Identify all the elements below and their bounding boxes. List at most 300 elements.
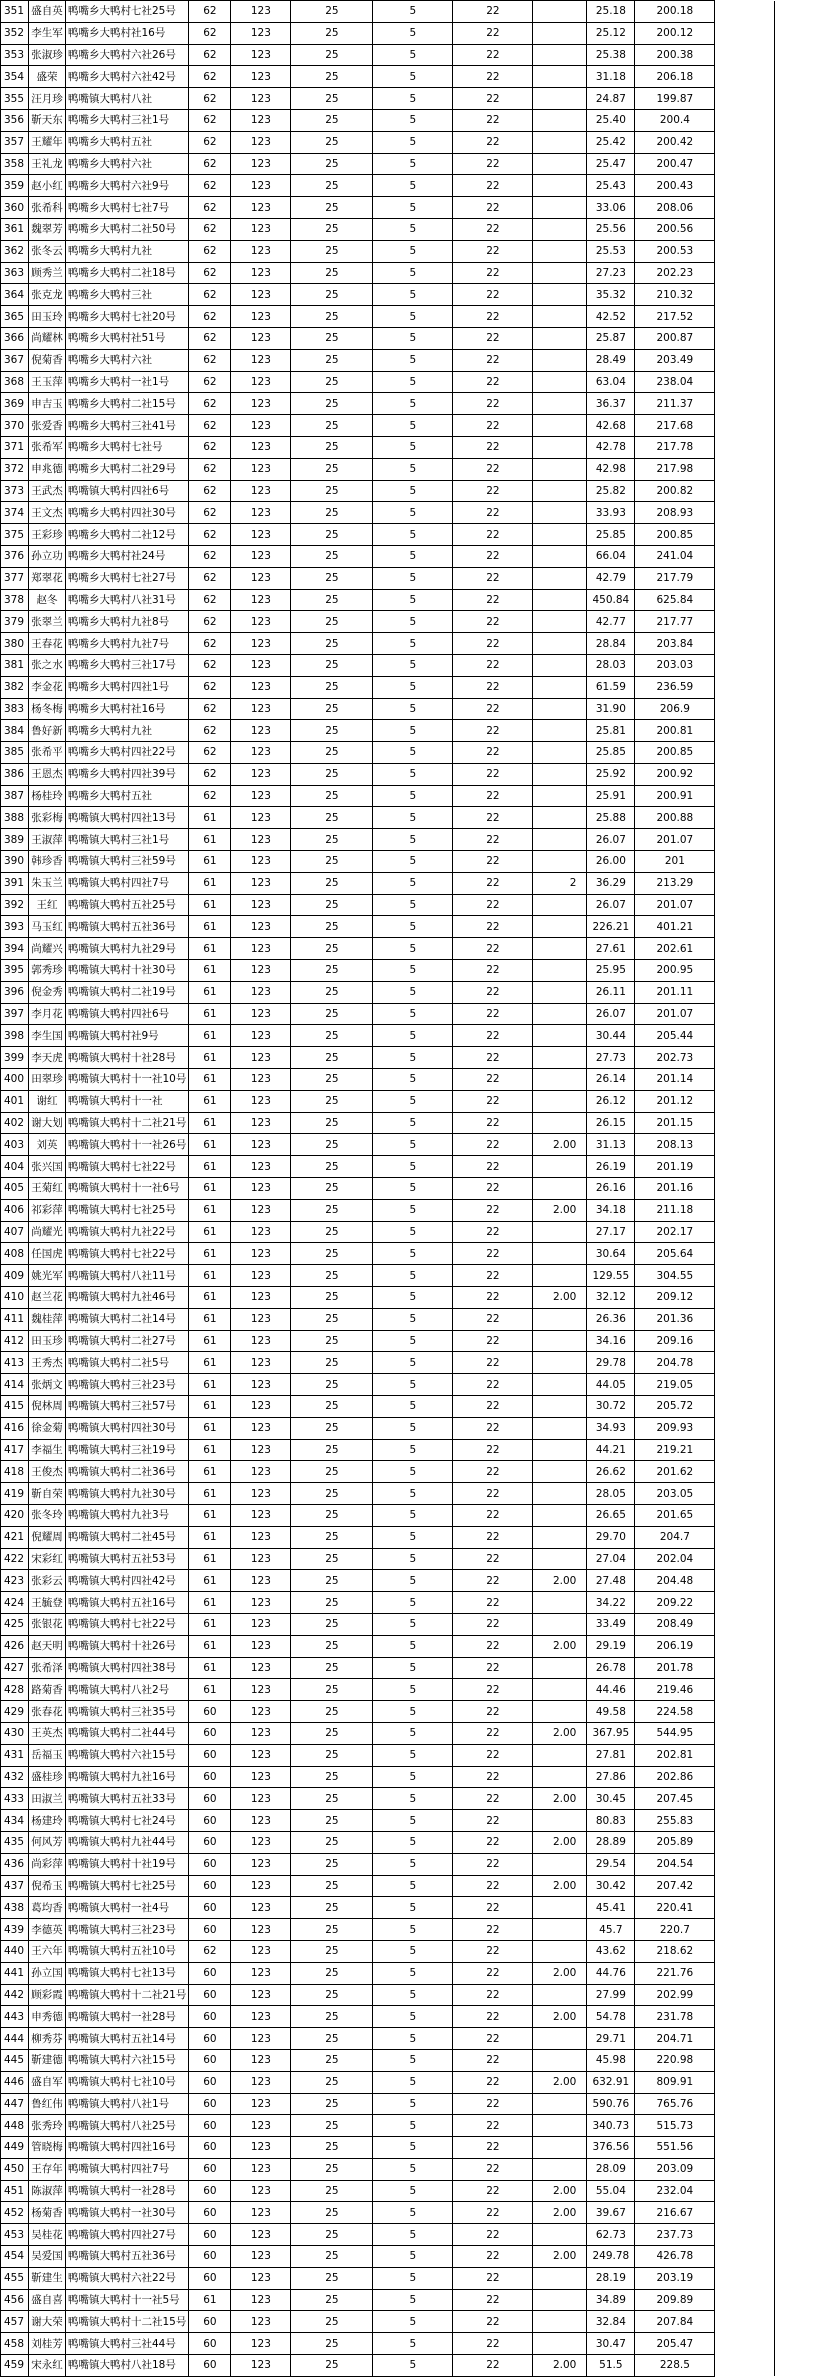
col-d-cell: 61 xyxy=(189,807,231,829)
total-cell: 209.22 xyxy=(635,1592,715,1614)
col-j-cell: 33.06 xyxy=(587,197,635,219)
col-f-cell: 25 xyxy=(291,2180,373,2202)
empty-cell xyxy=(715,1112,775,1134)
row-number-cell: 376 xyxy=(1,545,29,567)
address-cell: 鸭嘴乡大鸭村五社 xyxy=(66,131,189,153)
row-number-cell: 448 xyxy=(1,2115,29,2137)
total-cell: 217.77 xyxy=(635,611,715,633)
col-f-cell: 25 xyxy=(291,1265,373,1287)
col-h-cell: 22 xyxy=(453,1308,533,1330)
col-f-cell: 25 xyxy=(291,2355,373,2377)
col-f-cell: 25 xyxy=(291,1069,373,1091)
col-h-cell: 22 xyxy=(453,1178,533,1200)
table-row xyxy=(1,66,815,88)
col-j-cell: 376.56 xyxy=(587,2137,635,2159)
name-cell: 尚耀光 xyxy=(29,1221,66,1243)
table-row xyxy=(1,502,815,524)
col-e-cell: 123 xyxy=(231,1025,291,1047)
col-d-cell: 61 xyxy=(189,1112,231,1134)
total-cell: 201.65 xyxy=(635,1504,715,1526)
col-e-cell: 123 xyxy=(231,698,291,720)
empty-cell xyxy=(715,2333,775,2355)
total-cell: 219.46 xyxy=(635,1679,715,1701)
col-i-cell xyxy=(533,327,587,349)
total-cell: 204.71 xyxy=(635,2028,715,2050)
col-h-cell: 22 xyxy=(453,1221,533,1243)
address-cell: 鸭嘴镇大鸭村五社25号 xyxy=(66,894,189,916)
col-i-cell xyxy=(533,916,587,938)
col-j-cell: 36.37 xyxy=(587,393,635,415)
col-i-cell xyxy=(533,2333,587,2355)
col-j-cell: 27.73 xyxy=(587,1047,635,1069)
empty-cell xyxy=(715,1003,775,1025)
total-cell: 238.04 xyxy=(635,371,715,393)
col-e-cell: 123 xyxy=(231,218,291,240)
col-j-cell: 26.07 xyxy=(587,829,635,851)
address-cell: 鸭嘴镇大鸭村七社13号 xyxy=(66,1962,189,1984)
col-h-cell: 22 xyxy=(453,1439,533,1461)
col-e-cell: 123 xyxy=(231,1396,291,1418)
col-g-cell: 5 xyxy=(373,349,453,371)
address-cell: 鸭嘴镇大鸭村一社28号 xyxy=(66,2180,189,2202)
total-cell: 201.11 xyxy=(635,981,715,1003)
col-i-cell xyxy=(533,1069,587,1091)
row-number-cell: 402 xyxy=(1,1112,29,1134)
row-number-cell: 457 xyxy=(1,2311,29,2333)
col-h-cell: 22 xyxy=(453,349,533,371)
total-cell: 217.68 xyxy=(635,415,715,437)
empty-cell xyxy=(715,545,775,567)
empty-cell xyxy=(715,131,775,153)
table-row xyxy=(1,327,815,349)
col-h-cell: 22 xyxy=(453,1679,533,1701)
col-d-cell: 61 xyxy=(189,1396,231,1418)
col-f-cell: 25 xyxy=(291,2246,373,2268)
table-row xyxy=(1,1308,815,1330)
col-h-cell: 22 xyxy=(453,1657,533,1679)
col-g-cell: 5 xyxy=(373,2093,453,2115)
total-cell: 200.95 xyxy=(635,960,715,982)
address-cell: 鸭嘴乡大鸭村七社20号 xyxy=(66,306,189,328)
address-cell: 鸭嘴乡大鸭村三社1号 xyxy=(66,109,189,131)
col-g-cell: 5 xyxy=(373,1526,453,1548)
col-j-cell: 34.18 xyxy=(587,1199,635,1221)
col-d-cell: 60 xyxy=(189,1962,231,1984)
col-h-cell: 22 xyxy=(453,545,533,567)
empty-cell xyxy=(715,262,775,284)
total-cell: 765.76 xyxy=(635,2093,715,2115)
empty-cell xyxy=(715,720,775,742)
address-cell: 鸭嘴镇大鸭村九社44号 xyxy=(66,1831,189,1853)
empty-cell xyxy=(715,109,775,131)
col-d-cell: 60 xyxy=(189,2049,231,2071)
col-d-cell: 62 xyxy=(189,763,231,785)
col-h-cell: 22 xyxy=(453,284,533,306)
name-cell: 赵小红 xyxy=(29,175,66,197)
col-g-cell: 5 xyxy=(373,785,453,807)
col-j-cell: 51.5 xyxy=(587,2355,635,2377)
col-j-cell: 42.68 xyxy=(587,415,635,437)
col-i-cell xyxy=(533,88,587,110)
address-cell: 鸭嘴乡大鸭村四社39号 xyxy=(66,763,189,785)
total-cell: 201.14 xyxy=(635,1069,715,1091)
col-h-cell: 22 xyxy=(453,240,533,262)
table-row xyxy=(1,240,815,262)
name-cell: 申秀德 xyxy=(29,2006,66,2028)
empty-cell xyxy=(715,1701,775,1723)
col-g-cell: 5 xyxy=(373,698,453,720)
table-row xyxy=(1,916,815,938)
col-i-cell xyxy=(533,1657,587,1679)
address-cell: 鸭嘴镇大鸭村四社30号 xyxy=(66,1417,189,1439)
total-cell: 202.23 xyxy=(635,262,715,284)
empty-cell xyxy=(715,1679,775,1701)
col-j-cell: 27.17 xyxy=(587,1221,635,1243)
col-d-cell: 60 xyxy=(189,2180,231,2202)
col-h-cell: 22 xyxy=(453,1810,533,1832)
col-g-cell: 5 xyxy=(373,1853,453,1875)
col-i-cell xyxy=(533,109,587,131)
empty-cell xyxy=(715,1287,775,1309)
col-e-cell: 123 xyxy=(231,1940,291,1962)
table-row xyxy=(1,2224,815,2246)
row-number-cell: 427 xyxy=(1,1657,29,1679)
empty-cell xyxy=(715,1788,775,1810)
address-cell: 鸭嘴乡大鸭村二社50号 xyxy=(66,218,189,240)
col-j-cell: 30.64 xyxy=(587,1243,635,1265)
col-j-cell: 26.14 xyxy=(587,1069,635,1091)
col-i-cell xyxy=(533,1417,587,1439)
total-cell: 200.85 xyxy=(635,524,715,546)
row-number-cell: 437 xyxy=(1,1875,29,1897)
col-h-cell: 22 xyxy=(453,131,533,153)
col-i-cell xyxy=(533,22,587,44)
address-cell: 鸭嘴镇大鸭村三社23号 xyxy=(66,1919,189,1941)
empty-cell xyxy=(715,1483,775,1505)
col-i-cell xyxy=(533,1766,587,1788)
col-g-cell: 5 xyxy=(373,1199,453,1221)
col-f-cell: 25 xyxy=(291,1919,373,1941)
table-row xyxy=(1,1374,815,1396)
col-d-cell: 60 xyxy=(189,2267,231,2289)
empty-cell xyxy=(715,153,775,175)
empty-cell xyxy=(715,2028,775,2050)
col-j-cell: 31.18 xyxy=(587,66,635,88)
total-cell: 201.36 xyxy=(635,1308,715,1330)
total-cell: 217.78 xyxy=(635,436,715,458)
total-cell: 204.54 xyxy=(635,1853,715,1875)
address-cell: 鸭嘴乡大鸭村九社 xyxy=(66,720,189,742)
address-cell: 鸭嘴镇大鸭村十一社26号 xyxy=(66,1134,189,1156)
col-d-cell: 60 xyxy=(189,1853,231,1875)
total-cell: 200.91 xyxy=(635,785,715,807)
col-f-cell: 25 xyxy=(291,1221,373,1243)
col-g-cell: 5 xyxy=(373,807,453,829)
table-row xyxy=(1,1069,815,1091)
col-d-cell: 62 xyxy=(189,502,231,524)
row-number-cell: 407 xyxy=(1,1221,29,1243)
col-f-cell: 25 xyxy=(291,851,373,873)
empty-cell xyxy=(715,2049,775,2071)
col-j-cell: 39.67 xyxy=(587,2202,635,2224)
col-d-cell: 61 xyxy=(189,1090,231,1112)
empty-cell xyxy=(715,2093,775,2115)
name-cell: 王礼龙 xyxy=(29,153,66,175)
table-row xyxy=(1,2006,815,2028)
col-j-cell: 45.41 xyxy=(587,1897,635,1919)
col-f-cell: 25 xyxy=(291,1,373,23)
col-i-cell xyxy=(533,633,587,655)
table-row xyxy=(1,1919,815,1941)
col-f-cell: 25 xyxy=(291,1875,373,1897)
col-i-cell xyxy=(533,1330,587,1352)
col-f-cell: 25 xyxy=(291,1461,373,1483)
col-f-cell: 25 xyxy=(291,502,373,524)
col-d-cell: 60 xyxy=(189,1766,231,1788)
name-cell: 田玉珍 xyxy=(29,1330,66,1352)
total-cell: 231.78 xyxy=(635,2006,715,2028)
col-e-cell: 123 xyxy=(231,611,291,633)
col-d-cell: 61 xyxy=(189,960,231,982)
empty-cell xyxy=(715,1766,775,1788)
col-j-cell: 32.12 xyxy=(587,1287,635,1309)
col-d-cell: 60 xyxy=(189,1722,231,1744)
col-i-cell xyxy=(533,1265,587,1287)
address-cell: 鸭嘴镇大鸭村十一社10号 xyxy=(66,1069,189,1091)
name-cell: 何风芳 xyxy=(29,1831,66,1853)
col-g-cell: 5 xyxy=(373,1875,453,1897)
col-i-cell xyxy=(533,938,587,960)
col-g-cell: 5 xyxy=(373,1984,453,2006)
empty-cell xyxy=(715,436,775,458)
total-cell: 211.37 xyxy=(635,393,715,415)
col-d-cell: 61 xyxy=(189,1613,231,1635)
col-g-cell: 5 xyxy=(373,829,453,851)
col-e-cell: 123 xyxy=(231,1352,291,1374)
name-cell: 倪金秀 xyxy=(29,981,66,1003)
col-h-cell: 22 xyxy=(453,763,533,785)
col-j-cell: 34.89 xyxy=(587,2289,635,2311)
col-f-cell: 25 xyxy=(291,1657,373,1679)
col-j-cell: 45.98 xyxy=(587,2049,635,2071)
col-d-cell: 62 xyxy=(189,371,231,393)
col-j-cell: 42.78 xyxy=(587,436,635,458)
col-j-cell: 25.18 xyxy=(587,1,635,23)
empty-cell xyxy=(715,1548,775,1570)
col-f-cell: 25 xyxy=(291,676,373,698)
address-cell: 鸭嘴镇大鸭村二社5号 xyxy=(66,1352,189,1374)
col-g-cell: 5 xyxy=(373,633,453,655)
col-i-cell: 2.00 xyxy=(533,1722,587,1744)
col-e-cell: 123 xyxy=(231,589,291,611)
name-cell: 田淑兰 xyxy=(29,1788,66,1810)
col-i-cell xyxy=(533,1003,587,1025)
table-row xyxy=(1,2267,815,2289)
col-e-cell: 123 xyxy=(231,894,291,916)
row-number-cell: 385 xyxy=(1,742,29,764)
table-row xyxy=(1,2028,815,2050)
col-e-cell: 123 xyxy=(231,1570,291,1592)
table-row xyxy=(1,633,815,655)
col-f-cell: 25 xyxy=(291,262,373,284)
col-h-cell: 22 xyxy=(453,218,533,240)
row-number-cell: 416 xyxy=(1,1417,29,1439)
col-g-cell: 5 xyxy=(373,763,453,785)
col-f-cell: 25 xyxy=(291,1156,373,1178)
col-h-cell: 22 xyxy=(453,502,533,524)
total-cell: 203.03 xyxy=(635,654,715,676)
col-j-cell: 44.76 xyxy=(587,1962,635,1984)
row-number-cell: 357 xyxy=(1,131,29,153)
col-g-cell: 5 xyxy=(373,1897,453,1919)
address-cell: 鸭嘴镇大鸭村五社36号 xyxy=(66,916,189,938)
col-j-cell: 25.43 xyxy=(587,175,635,197)
col-h-cell: 22 xyxy=(453,2028,533,2050)
col-e-cell: 123 xyxy=(231,131,291,153)
col-f-cell: 25 xyxy=(291,2071,373,2093)
total-cell: 200.92 xyxy=(635,763,715,785)
name-cell: 郑翠花 xyxy=(29,567,66,589)
col-i-cell xyxy=(533,698,587,720)
address-cell: 鸭嘴镇大鸭村九社46号 xyxy=(66,1287,189,1309)
table-row xyxy=(1,1287,815,1309)
total-cell: 204.48 xyxy=(635,1570,715,1592)
name-cell: 张彩梅 xyxy=(29,807,66,829)
col-f-cell: 25 xyxy=(291,2137,373,2159)
total-cell: 207.45 xyxy=(635,1788,715,1810)
col-g-cell: 5 xyxy=(373,851,453,873)
address-cell: 鸭嘴乡大鸭村七社号 xyxy=(66,436,189,458)
col-i-cell: 2.00 xyxy=(533,1570,587,1592)
col-i-cell xyxy=(533,894,587,916)
col-i-cell: 2.00 xyxy=(533,1199,587,1221)
col-i-cell xyxy=(533,524,587,546)
col-h-cell: 22 xyxy=(453,938,533,960)
col-d-cell: 60 xyxy=(189,1744,231,1766)
col-d-cell: 61 xyxy=(189,1570,231,1592)
col-g-cell: 5 xyxy=(373,1330,453,1352)
col-f-cell: 25 xyxy=(291,1592,373,1614)
col-g-cell: 5 xyxy=(373,872,453,894)
col-i-cell xyxy=(533,66,587,88)
col-d-cell: 61 xyxy=(189,1134,231,1156)
col-f-cell: 25 xyxy=(291,785,373,807)
empty-cell xyxy=(715,197,775,219)
address-cell: 鸭嘴镇大鸭村三社59号 xyxy=(66,851,189,873)
col-e-cell: 123 xyxy=(231,153,291,175)
col-i-cell xyxy=(533,153,587,175)
col-f-cell: 25 xyxy=(291,1025,373,1047)
col-g-cell: 5 xyxy=(373,480,453,502)
col-i-cell: 2.00 xyxy=(533,1287,587,1309)
col-g-cell: 5 xyxy=(373,524,453,546)
address-cell: 鸭嘴乡大鸭村二社18号 xyxy=(66,262,189,284)
col-h-cell: 22 xyxy=(453,785,533,807)
col-g-cell: 5 xyxy=(373,284,453,306)
address-cell: 鸭嘴镇大鸭村八社25号 xyxy=(66,2115,189,2137)
col-g-cell: 5 xyxy=(373,2246,453,2268)
col-f-cell: 25 xyxy=(291,415,373,437)
total-cell: 205.89 xyxy=(635,1831,715,1853)
table-row xyxy=(1,1504,815,1526)
col-h-cell: 22 xyxy=(453,633,533,655)
empty-cell xyxy=(715,1853,775,1875)
total-cell: 207.42 xyxy=(635,1875,715,1897)
col-e-cell: 123 xyxy=(231,1134,291,1156)
empty-cell xyxy=(715,960,775,982)
col-h-cell: 22 xyxy=(453,1265,533,1287)
total-cell: 232.04 xyxy=(635,2180,715,2202)
col-f-cell: 25 xyxy=(291,524,373,546)
row-number-cell: 428 xyxy=(1,1679,29,1701)
col-d-cell: 62 xyxy=(189,153,231,175)
table-row xyxy=(1,218,815,240)
col-e-cell: 123 xyxy=(231,2115,291,2137)
col-j-cell: 367.95 xyxy=(587,1722,635,1744)
col-g-cell: 5 xyxy=(373,218,453,240)
name-cell: 陈淑萍 xyxy=(29,2180,66,2202)
total-cell: 809.91 xyxy=(635,2071,715,2093)
col-h-cell: 22 xyxy=(453,872,533,894)
col-h-cell: 22 xyxy=(453,1243,533,1265)
row-number-cell: 379 xyxy=(1,611,29,633)
table-row xyxy=(1,2333,815,2355)
col-g-cell: 5 xyxy=(373,1548,453,1570)
col-g-cell: 5 xyxy=(373,1025,453,1047)
total-cell: 209.16 xyxy=(635,1330,715,1352)
col-g-cell: 5 xyxy=(373,1287,453,1309)
col-e-cell: 123 xyxy=(231,2028,291,2050)
empty-cell xyxy=(715,1592,775,1614)
empty-cell xyxy=(715,1330,775,1352)
col-e-cell: 123 xyxy=(231,2224,291,2246)
col-f-cell: 25 xyxy=(291,1112,373,1134)
empty-cell xyxy=(715,524,775,546)
col-j-cell: 34.93 xyxy=(587,1417,635,1439)
address-cell: 鸭嘴乡大鸭村一社1号 xyxy=(66,371,189,393)
address-cell: 鸭嘴乡大鸭村九社8号 xyxy=(66,611,189,633)
col-d-cell: 61 xyxy=(189,1548,231,1570)
col-e-cell: 123 xyxy=(231,1308,291,1330)
address-cell: 鸭嘴乡大鸭村六社 xyxy=(66,349,189,371)
col-j-cell: 26.65 xyxy=(587,1504,635,1526)
col-f-cell: 25 xyxy=(291,633,373,655)
col-e-cell: 123 xyxy=(231,763,291,785)
col-d-cell: 60 xyxy=(189,2224,231,2246)
col-f-cell: 25 xyxy=(291,197,373,219)
col-j-cell: 590.76 xyxy=(587,2093,635,2115)
col-e-cell: 123 xyxy=(231,2137,291,2159)
address-cell: 鸭嘴镇大鸭村八社 xyxy=(66,88,189,110)
col-i-cell xyxy=(533,851,587,873)
col-d-cell: 61 xyxy=(189,1221,231,1243)
row-number-cell: 393 xyxy=(1,916,29,938)
col-h-cell: 22 xyxy=(453,851,533,873)
table-row xyxy=(1,393,815,415)
col-d-cell: 61 xyxy=(189,1025,231,1047)
col-j-cell: 25.92 xyxy=(587,763,635,785)
name-cell: 王文杰 xyxy=(29,502,66,524)
address-cell: 鸭嘴镇大鸭村六社22号 xyxy=(66,2267,189,2289)
col-h-cell: 22 xyxy=(453,306,533,328)
empty-cell xyxy=(715,916,775,938)
col-h-cell: 22 xyxy=(453,1875,533,1897)
address-cell: 鸭嘴镇大鸭村一社28号 xyxy=(66,2006,189,2028)
col-e-cell: 123 xyxy=(231,2311,291,2333)
col-e-cell: 123 xyxy=(231,1613,291,1635)
col-g-cell: 5 xyxy=(373,2049,453,2071)
total-cell: 202.81 xyxy=(635,1744,715,1766)
